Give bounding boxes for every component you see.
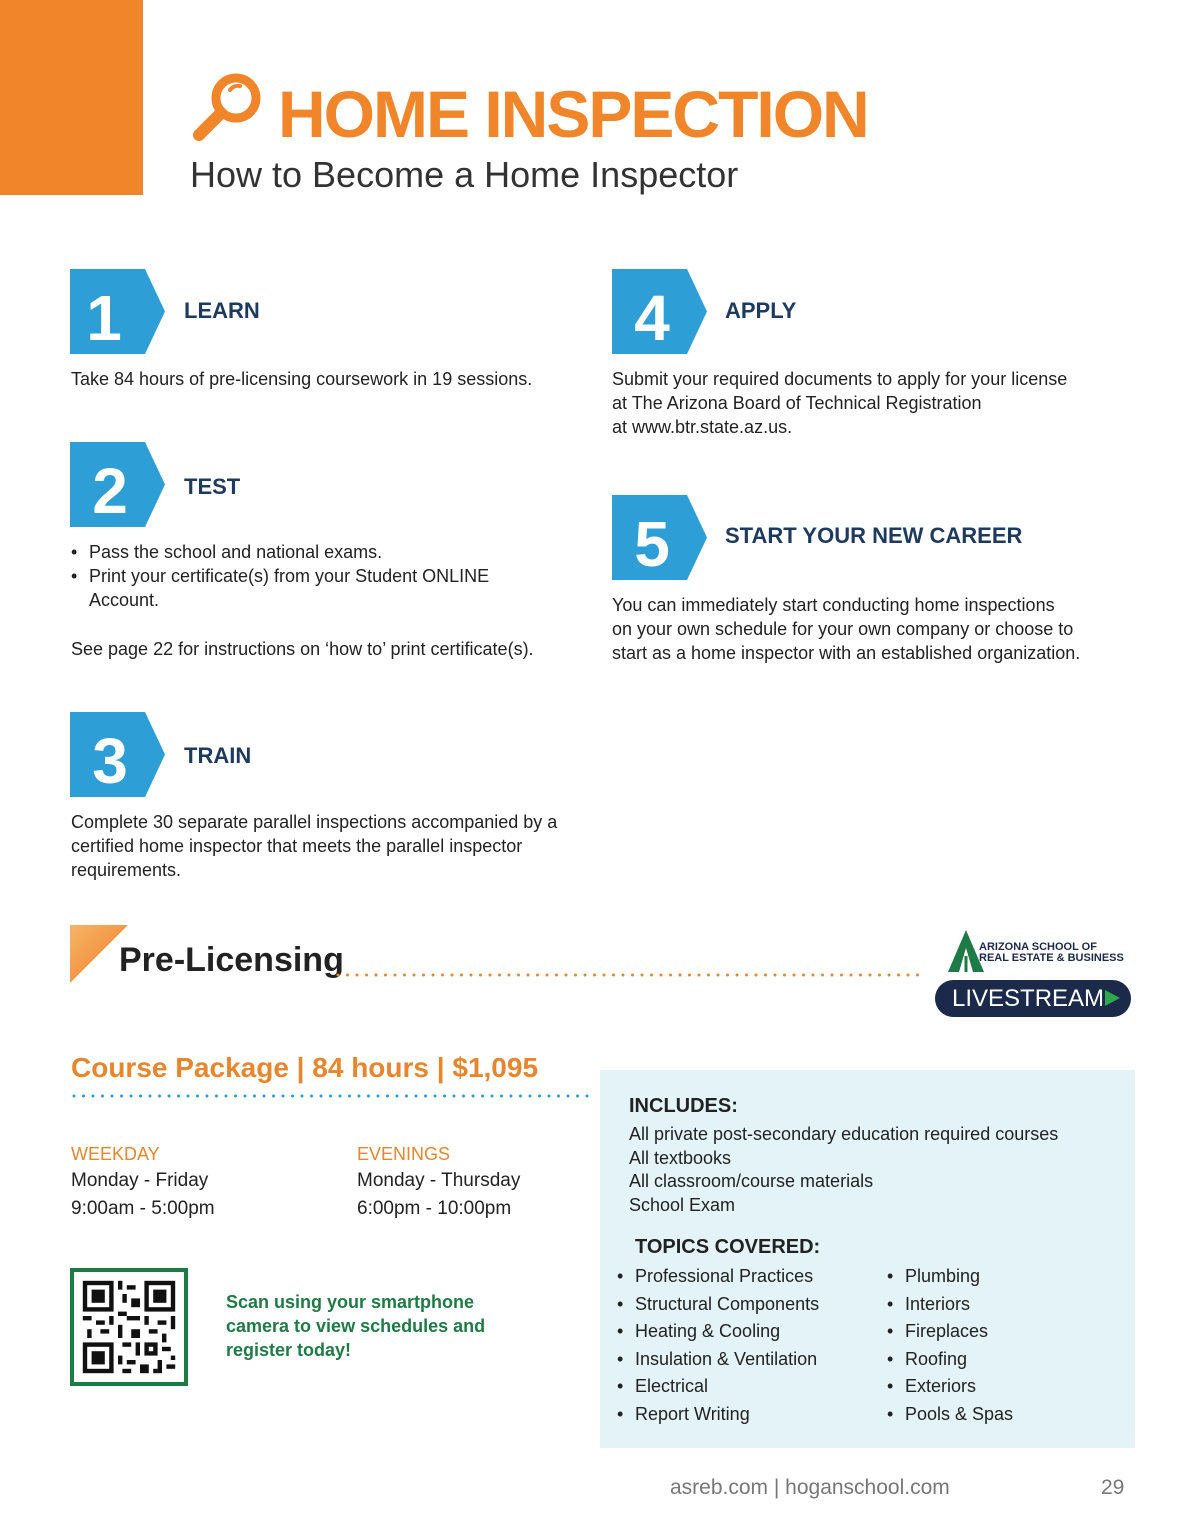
step-2-number: 2 [92, 455, 128, 527]
page-number: 29 [1101, 1476, 1125, 1499]
play-icon [1105, 990, 1120, 1006]
step-1-heading: LEARN [184, 298, 260, 323]
course-package-title: Course Package | 84 hours | $1,095 [71, 1052, 539, 1083]
step-5-heading: START YOUR NEW CAREER [725, 523, 1023, 548]
includes-panel [600, 1070, 1135, 1448]
weekday-days: Monday - Friday [71, 1170, 209, 1191]
weekday-label: WEEKDAY [71, 1144, 160, 1164]
topic-item: • Pools & Spas [887, 1401, 1013, 1429]
step-3-number: 3 [92, 725, 128, 797]
step-4-line: at www.btr.state.az.us. [612, 417, 793, 437]
evenings-hours: 6:00pm - 10:00pm [357, 1198, 512, 1219]
topic-item: • Structural Components [617, 1291, 819, 1319]
topics-heading: TOPICS COVERED: [635, 1236, 821, 1258]
step-4-text [612, 367, 1152, 439]
orange-corner-block [0, 0, 143, 195]
dotted-divider [72, 1093, 592, 1099]
step-4-number: 4 [634, 282, 670, 354]
magnifier-icon [190, 68, 266, 144]
step-1-number: 1 [86, 282, 122, 354]
includes-list [629, 1123, 1058, 1217]
step-2-note: See page 22 for instructions on ‘how to’ print certificate(s). [71, 639, 534, 659]
topic-item: • Interiors [887, 1291, 1013, 1319]
step-4-line: at The Arizona Board of Technical Registration [612, 393, 982, 413]
scan-instructions: Scan using your smartphone camera to view schedules and register today! [226, 1292, 486, 1360]
topic-item: • Fireplaces [887, 1318, 1013, 1346]
topic-item: • Plumbing [887, 1263, 1013, 1291]
step-3-text: Complete 30 separate parallel inspections accompanied by a certified home inspector that meets the parallel inspector requirements. [71, 812, 558, 880]
evenings-label: EVENINGS [357, 1144, 451, 1164]
step-3-badge [70, 712, 165, 797]
step-3-heading: TRAIN [184, 743, 252, 768]
includes-item: All classroom/course materials [629, 1171, 874, 1191]
topic-item: • Electrical [617, 1373, 819, 1401]
step-5-number: 5 [634, 508, 670, 580]
topic-item: • Heating & Cooling [617, 1318, 819, 1346]
includes-heading: INCLUDES: [629, 1095, 738, 1117]
weekday-hours: 9:00am - 5:00pm [71, 1198, 215, 1219]
step-5-line: start as a home inspector with an established organization. [612, 643, 1081, 663]
step-1-text: Take 84 hours of pre-licensing coursework in 19 sessions. [71, 369, 533, 389]
footer-urls[interactable]: asreb.com | hoganschool.com [670, 1476, 950, 1499]
step-2-bullet: • Pass the school and national exams. [71, 540, 541, 564]
step-4-line: Submit your required documents to apply for your license [612, 369, 1068, 389]
includes-item: School Exam [629, 1194, 736, 1215]
step-4-heading: APPLY [725, 298, 797, 323]
dotted-divider [336, 972, 926, 978]
topic-item: • Insulation & Ventilation [617, 1346, 819, 1374]
pre-licensing-title: Pre-Licensing [119, 941, 344, 979]
includes-item: All textbooks [629, 1147, 732, 1168]
step-2-bullet: • Print your certificate(s) from your Student ONLINE Account. [71, 564, 541, 612]
school-logo-text [979, 942, 1124, 964]
includes-item: All private post-secondary education required courses [629, 1124, 1059, 1144]
livestream-label: LIVESTREAM [952, 985, 1105, 1012]
qr-code[interactable] [70, 1268, 188, 1386]
logo-line: REAL ESTATE & BUSINESS [979, 952, 1124, 964]
step-5-line: on your own schedule for your own company or choose to [612, 619, 1074, 639]
step-4-badge [612, 269, 707, 354]
topic-item: • Exteriors [887, 1373, 1013, 1401]
step-2-heading: TEST [184, 474, 241, 499]
step-5-text [612, 593, 1172, 665]
topic-item: • Roofing [887, 1346, 1013, 1374]
evenings-days: Monday - Thursday [357, 1170, 521, 1191]
page-subtitle: How to Become a Home Inspector [190, 154, 739, 195]
topics-list-left [617, 1263, 819, 1428]
page-title: HOME INSPECTION [278, 77, 868, 151]
topic-item: • Report Writing [617, 1401, 819, 1429]
topics-list-right [887, 1263, 1013, 1428]
step-2-badge [70, 442, 165, 527]
topic-item: • Professional Practices [617, 1263, 819, 1291]
step-5-badge [612, 495, 707, 580]
livestream-badge [935, 980, 1131, 1017]
logo-line: ARIZONA SCHOOL OF [979, 941, 1097, 953]
step-1-badge [70, 269, 165, 354]
step-5-line: You can immediately start conducting home inspections [612, 595, 1055, 615]
step-2-bullets [71, 540, 541, 612]
qr-code-icon [74, 1272, 184, 1382]
